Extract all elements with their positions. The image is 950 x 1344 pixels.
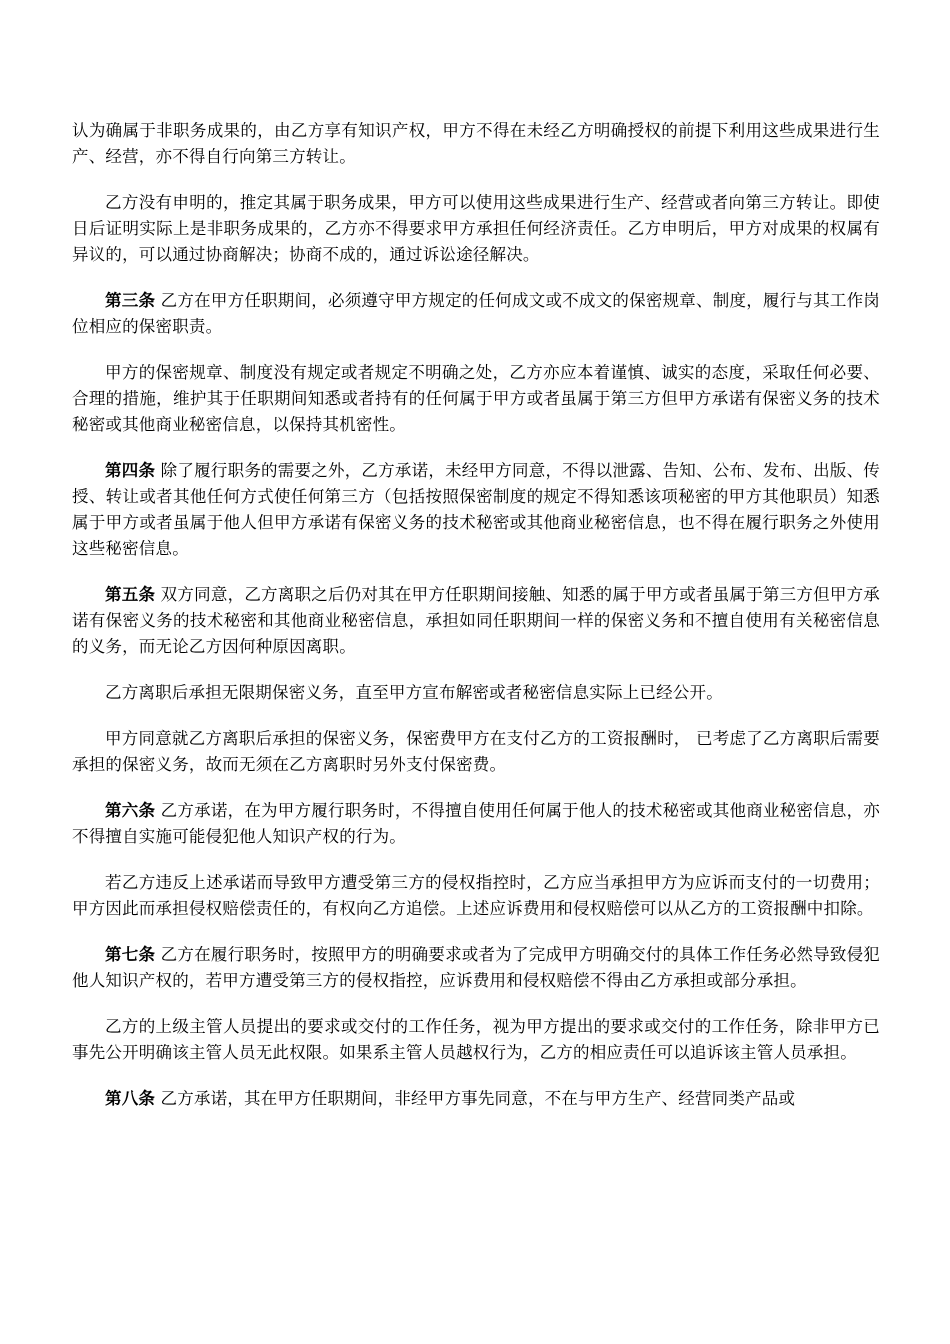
article-heading: 第七条 [105, 945, 156, 964]
document-page [72, 118, 880, 1112]
paragraph-text: 乙方承诺，其在甲方任职期间，非经甲方事先同意，不在与甲方生产、经营同类产品或 [155, 1089, 796, 1108]
paragraph-text: 乙方没有申明的，推定其属于职务成果，甲方可以使用这些成果进行生产、经营或者向第三方转让。即使日后证明实际上是非职务成果的，乙方亦不得要求甲方承担任何经济责任。乙方申明后，甲方对成果的权属有异议的，可以通过协商解决；协商不成的，通过诉讼途径解决。 [72, 193, 880, 264]
article-6 [72, 798, 880, 850]
article-7 [72, 942, 880, 994]
paragraph-8 [72, 726, 880, 778]
paragraph-text: 乙方承诺，在为甲方履行职务时，不得擅自使用任何属于他人的技术秘密或其他商业秘密信息，亦不得擅自实施可能侵犯他人知识产权的行为。 [72, 801, 881, 846]
paragraph-10 [72, 870, 880, 922]
paragraph-2 [72, 190, 880, 268]
paragraph-text: 若乙方违反上述承诺而导致甲方遭受第三方的侵权指控时，乙方应当承担甲方为应诉而支付的一切费用；甲方因此而承担侵权赔偿责任的，有权向乙方追偿。上述应诉费用和侵权赔偿可以从乙方的工资报酬中扣除。 [72, 873, 880, 918]
paragraph-text: 乙方在履行职务时，按照甲方的明确要求或者为了完成甲方明确交付的具体工作任务必然导致侵犯他人知识产权的，若甲方遭受第三方的侵权指控，应诉费用和侵权赔偿不得由乙方承担或部分承担。 [72, 945, 881, 990]
article-heading: 第八条 [105, 1089, 156, 1108]
paragraph-text: 乙方在甲方任职期间，必须遵守甲方规定的任何成文或不成文的保密规章、制度，履行与其工作岗位相应的保密职责。 [72, 291, 881, 336]
paragraph-7 [72, 680, 880, 706]
article-heading: 第六条 [105, 801, 156, 820]
paragraph-text: 甲方的保密规章、制度没有规定或者规定不明确之处，乙方亦应本着谨慎、诚实的态度，采取任何必要、合理的措施，维护其于任职期间知悉或者持有的任何属于甲方或者虽属于第三方但甲方承诺有保密义务的技术秘密或其他商业秘密信息，以保持其机密性。 [72, 363, 880, 434]
article-8 [72, 1086, 880, 1112]
article-5 [72, 582, 880, 660]
paragraph-text: 除了履行职务的需要之外，乙方承诺，未经甲方同意，不得以泄露、告知、公布、发布、出版、传授、转让或者其他任何方式使任何第三方（包括按照保密制度的规定不得知悉该项秘密的甲方其他职员）知悉属于甲方或者虽属于他人但甲方承诺有保密义务的技术秘密或其他商业秘密信息，也不得在履行职务之外使用这些秘密信息。 [72, 461, 881, 558]
paragraph-text: 双方同意，乙方离职之后仍对其在甲方任职期间接触、知悉的属于甲方或者虽属于第三方但甲方承诺有保密义务的技术秘密和其他商业秘密信息，承担如同任职期间一样的保密义务和不擅自使用有关秘密信息的义务，而无论乙方因何种原因离职。 [72, 585, 881, 656]
article-heading: 第三条 [105, 291, 156, 310]
paragraph-12 [72, 1014, 880, 1066]
paragraph-text: 乙方的上级主管人员提出的要求或交付的工作任务，视为甲方提出的要求或交付的工作任务，除非甲方已事先公开明确该主管人员无此权限。如果系主管人员越权行为，乙方的相应责任可以追诉该主管人员承担。 [72, 1017, 880, 1062]
paragraph-4 [72, 360, 880, 438]
article-4 [72, 458, 880, 562]
article-heading: 第四条 [105, 461, 156, 480]
article-heading: 第五条 [105, 585, 156, 604]
paragraph-text: 乙方离职后承担无限期保密义务，直至甲方宣布解密或者秘密信息实际上已经公开。 [105, 683, 723, 702]
paragraph-text: 认为确属于非职务成果的，由乙方享有知识产权，甲方不得在未经乙方明确授权的前提下利用这些成果进行生产、经营，亦不得自行向第三方转让。 [72, 121, 880, 166]
article-3 [72, 288, 880, 340]
paragraph-text: 甲方同意就乙方离职后承担的保密义务，保密费甲方在支付乙方的工资报酬时， 已考虑了乙方离职后需要承担的保密义务，故而无须在乙方离职时另外支付保密费。 [72, 729, 880, 774]
paragraph-1 [72, 118, 880, 170]
